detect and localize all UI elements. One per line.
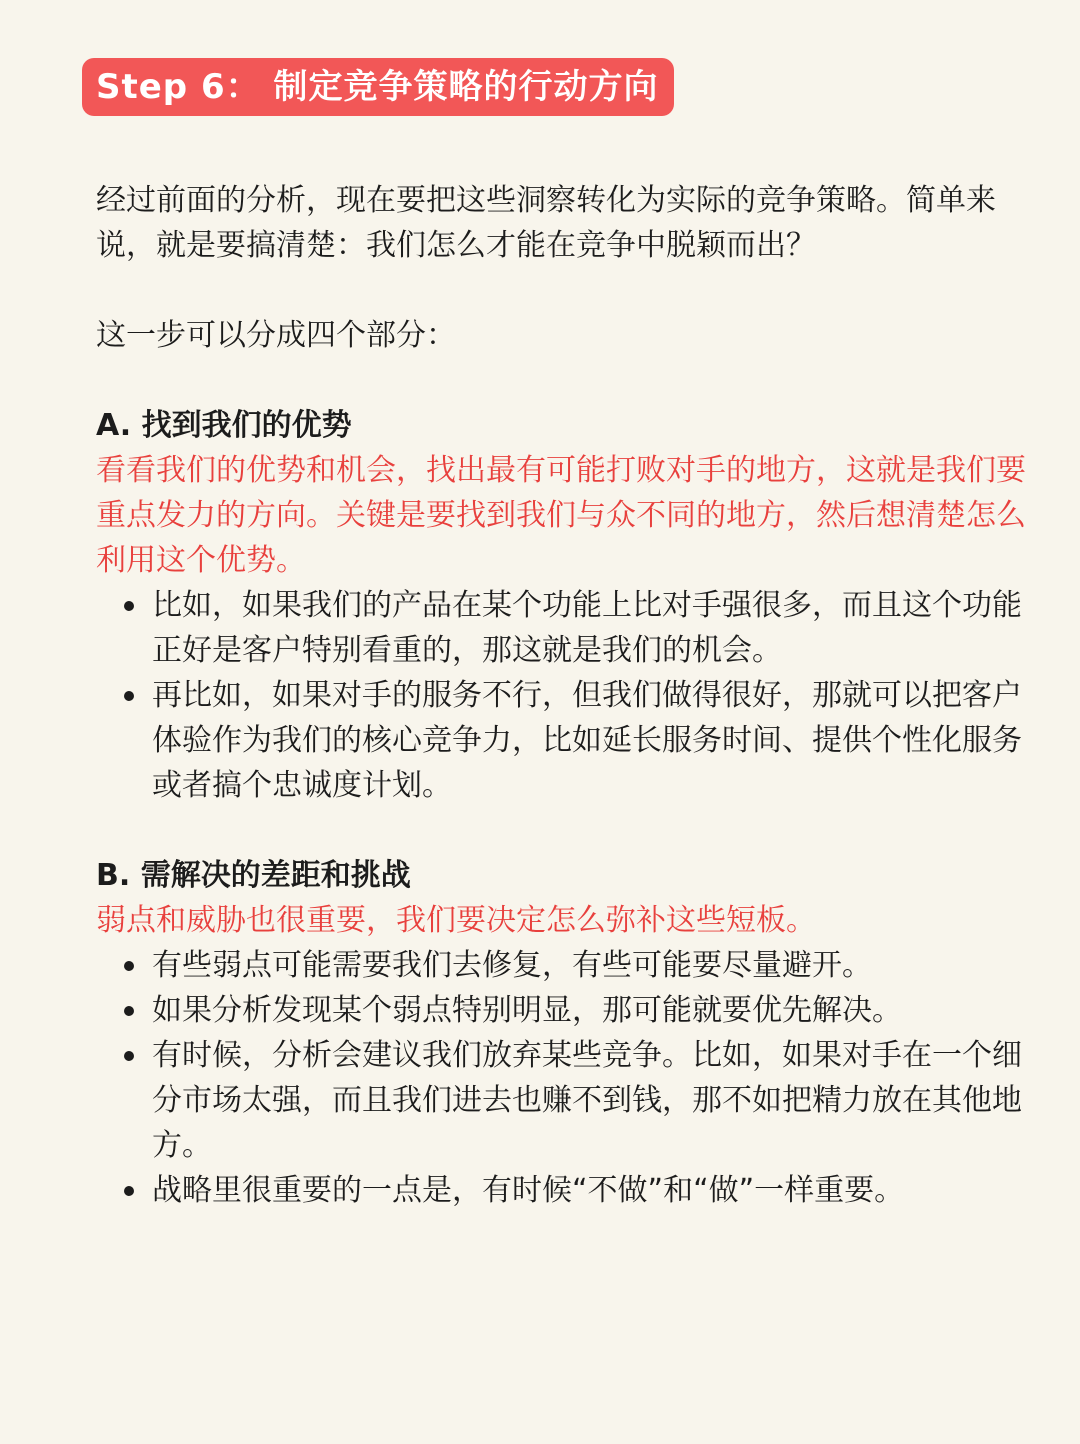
section-highlight: 弱点和威胁也很重要，我们要决定怎么弥补这些短板。 [96, 903, 816, 938]
section-highlight: 看看我们的优势和机会，找出最有可能打败对手的地方，这就是我们要重点发力的方向。关键是要找到我们与众不同的地方，然后想清楚怎么利用这个优势。 [96, 453, 1026, 578]
list-item: 再比如，如果对手的服务不行，但我们做得很好，那就可以把客户体验作为我们的核心竞争力，比如延长服务时间、提供个性化服务或者搞个忠诚度计划。 [152, 673, 1026, 808]
section-heading: B. 需解决的差距和挑战 [96, 858, 411, 893]
article-body [96, 178, 1026, 1258]
page-title: Step 6： 制定竞争策略的行动方向 [82, 58, 674, 116]
intro-paragraph: 经过前面的分析，现在要把这些洞察转化为实际的竞争策略。简单来说，就是要搞清楚：我们怎么才能在竞争中脱颖而出？ [96, 183, 996, 263]
lead-paragraph: 这一步可以分成四个部分： [96, 318, 456, 353]
bullet-list [96, 583, 1026, 808]
section-b [96, 853, 1026, 1213]
list-item: 如果分析发现某个弱点特别明显，那可能就要优先解决。 [152, 988, 1026, 1033]
list-item: 战略里很重要的一点是，有时候“不做”和“做”一样重要。 [152, 1168, 1026, 1213]
list-item: 比如，如果我们的产品在某个功能上比对手强很多，而且这个功能正好是客户特别看重的，那这就是我们的机会。 [152, 583, 1026, 673]
list-item: 有些弱点可能需要我们去修复，有些可能要尽量避开。 [152, 943, 1026, 988]
section-a [96, 403, 1026, 808]
list-item: 有时候，分析会建议我们放弃某些竞争。比如，如果对手在一个细分市场太强，而且我们进去也赚不到钱，那不如把精力放在其他地方。 [152, 1033, 1026, 1168]
bullet-list [96, 943, 1026, 1213]
section-heading: A. 找到我们的优势 [96, 408, 352, 443]
